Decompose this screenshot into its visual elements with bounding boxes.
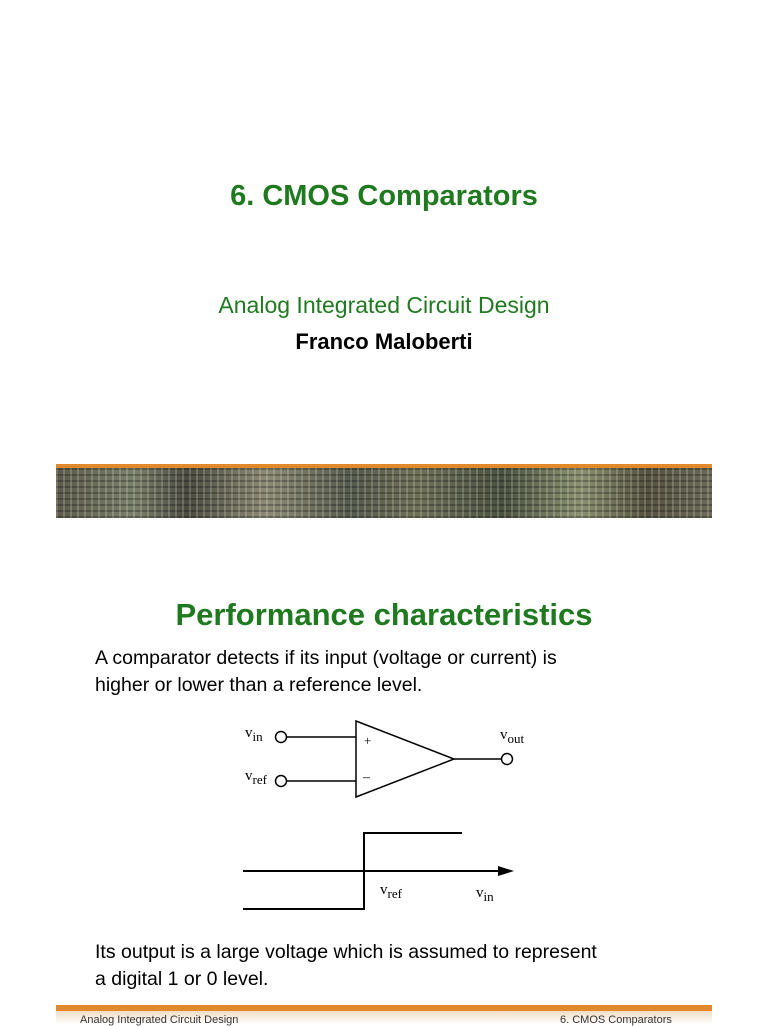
- vout-label: vout: [500, 727, 525, 746]
- course-name: Analog Integrated Circuit Design: [218, 292, 550, 318]
- intro-text-line-2: higher or lower than a reference level.: [95, 674, 423, 696]
- author-name: Franco Maloberti: [295, 329, 473, 354]
- outro-text-line-2: a digital 1 or 0 level.: [95, 968, 269, 990]
- deck-title: 6. CMOS Comparators: [230, 180, 538, 212]
- vref-label: vref: [245, 768, 267, 787]
- vout-terminal: [502, 754, 513, 765]
- outro-text-line-1: Its output is a large voltage which is assumed to represent: [95, 941, 597, 963]
- vin-label: vin: [245, 725, 263, 744]
- axis-label: vin: [476, 885, 494, 904]
- vref-terminal: [276, 776, 287, 787]
- footer-chapter-text: 6. CMOS Comparators: [560, 1014, 672, 1026]
- threshold-label: vref: [380, 882, 402, 901]
- transfer-characteristic: [243, 833, 514, 909]
- comparator-symbol: [276, 721, 513, 797]
- minus-sign: –: [363, 770, 370, 785]
- plus-sign: +: [364, 733, 372, 748]
- slide-heading: Performance characteristics: [175, 597, 593, 632]
- vin-terminal: [276, 732, 287, 743]
- footer-course-text: Analog Integrated Circuit Design: [80, 1014, 239, 1026]
- axis-arrowhead: [498, 866, 514, 876]
- intro-text-line-1: A comparator detects if its input (voltage or current) is: [95, 647, 557, 669]
